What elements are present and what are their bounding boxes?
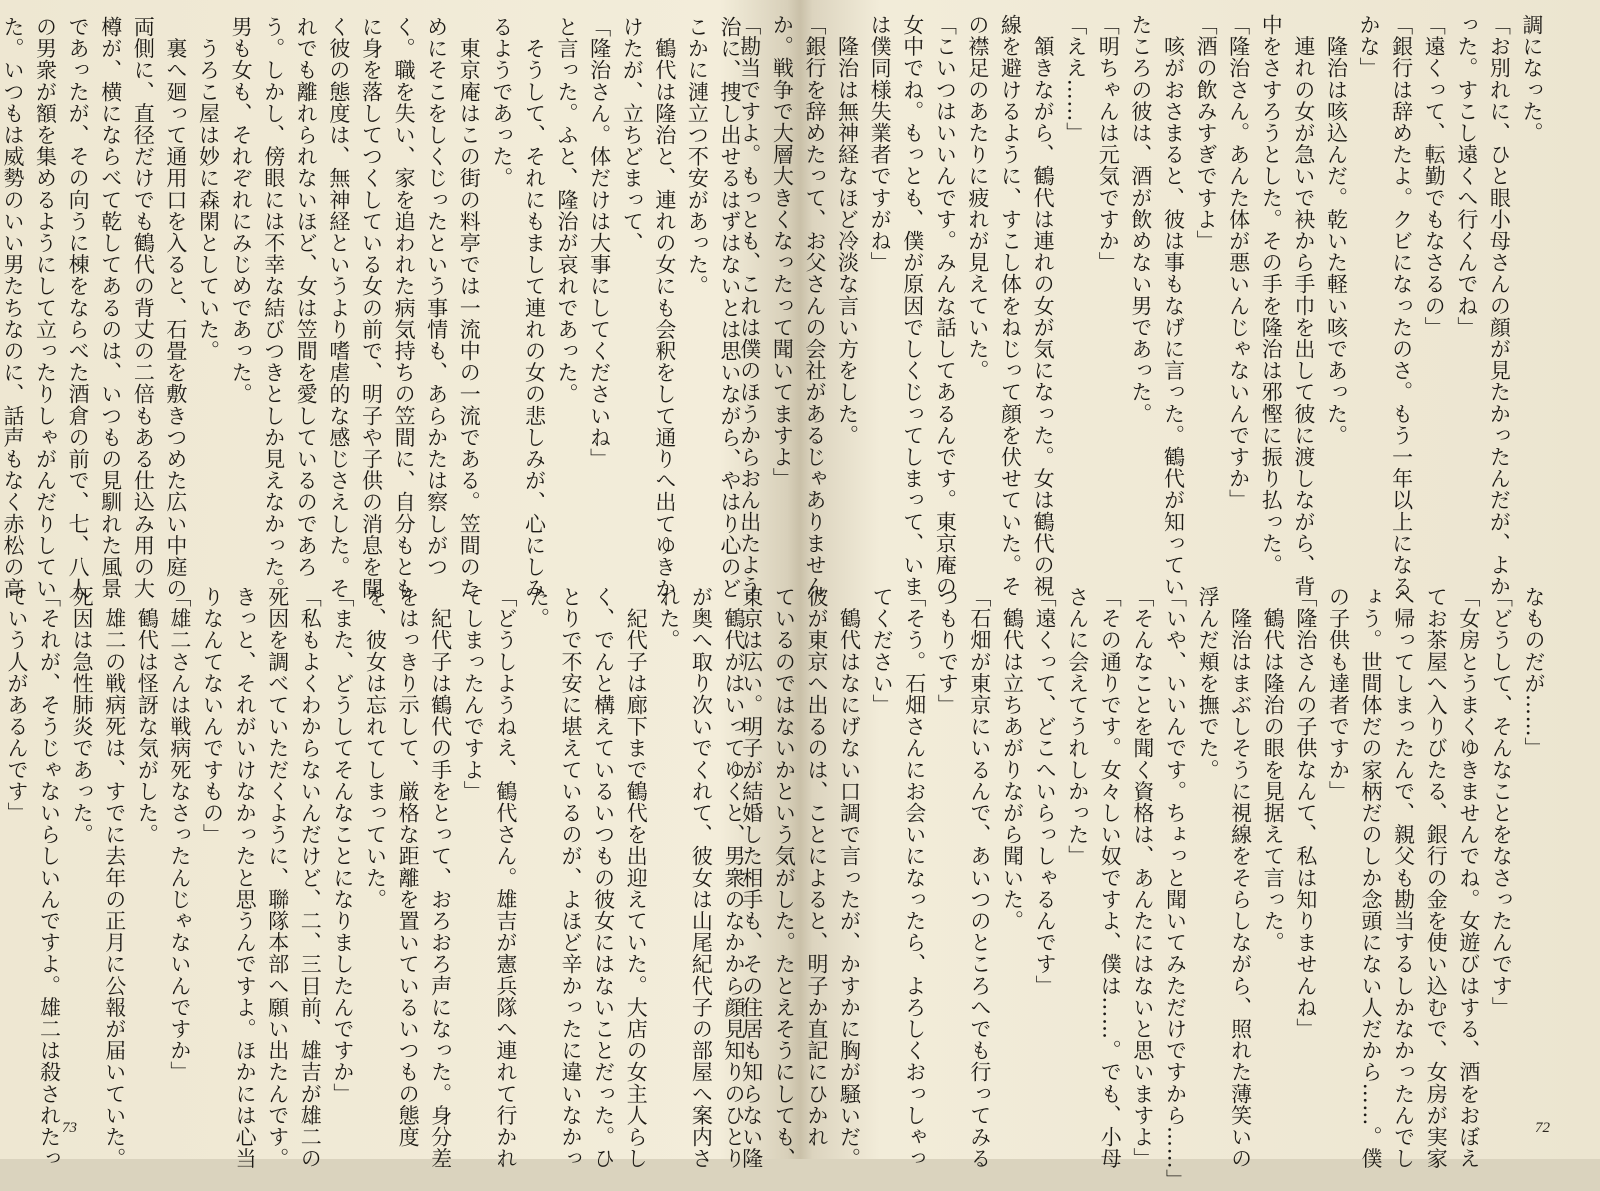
right-page-number: 72: [1535, 1120, 1550, 1136]
right-page: [737, 0, 1600, 1191]
left-page-lower-text: 鶴代がはいってゆくと、男衆のなかから顔見知りのひとり が奥へ取り次いでくれて、彼女は山尾紀代子の部屋へ案内さ れた。 紀代子は廊下まで鶴代を出迎えていた。大店の女主人らし く、でんと構えているいつもの彼女にはないことだった。ひ とりで不安に堪えているのが、よほど辛かったに違いなかっ た。 「どうしようねえ、鶴代さん。雄吉が憲兵隊へ連れて行かれ てしまったんですよ」 紀代子は鶴代の手をとって、おろおろ声になった。身分差 をはっきり示して、厳格な距離を置いているいつもの態度 を、彼女は忘れてしまっていた。 「また、どうしてそんなことになりましたんですか」 「私もよくわからないんだけど、二、三日前、雄吉が雄二の 死因を調べていただくように、聯隊本部へ願い出たんです。 きっと、それがいけなかったと思うんですよ。ほかには心当 りなんてないんですもの」 「雄二さんは戦病死なさったんじゃないんですか」 鶴代は怪訝な気がした。 雄二の戦病死は、すでに去年の正月に公報が届いていた。 死因は急性肺炎であった。 「それが、そうじゃないらしいんですよ。雄二は殺されたっ ていう人があるんです」: [4, 586, 746, 1170]
right-page-lower-text: なものだが……」 「どうして、そんなことをなさったんです」 「女房とうまくゆきませんでね。女遊びはする、酒をおぼえ てお茶屋へ入りびたる、銀行の金を使い込むで、女房が実家 へ帰ってしまったんで、親父も勘当するしかなかったんでし ょう。世間体だの家柄だのしか念頭にない人だから……。僕 の子供も達者ですか」 「隆治さんの子供なんて、私は知りませんね」 鶴代は隆治の眼を見据えて言った。 隆治はまぶしそうに視線をそらしながら、照れた薄笑いの 浮んだ頬を撫でた。 「いや、いいんです。ちょっと聞いてみただけですから……」 「そんなことを聞く資格は、あんたにはないと思いますよ」 「その通りです。女々しい奴ですよ、僕は……。でも、小母 さんに会えてうれしかった」 「遠くって、どこへいらっしゃるんです」 鶴代は立ちあがりながら聞いた。 「石畑が東京にいるんで、あいつのところへでも行ってみる つもりです」 「そう。石畑さんにお会いになったら、よろしくおっしゃっ てください」 鶴代はなにげない口調で言ったが、かすかに胸が騒いだ。 彼が東京へ出るのは、ことによると、明子か直記にひかれ ているのではないかという気がした。たとえそうにしても、 東京は広い。明子が結婚した相手も、その住居も知らない隆: [739, 586, 1546, 1191]
left-page: [0, 0, 800, 1170]
right-page-upper-text: 調になった。 「お別れに、ひと眼小母さんの顔が見たかったんだが、よか った。すこし遠くへ行くんでね」 「遠くって、転勤でもなさるの」 「銀行は辞めたよ。クビになったのさ。もう一年以上になる かな」 隆治は咳込んだ。乾いた軽い咳であった。 連れの女が急いで袂から手巾を出して彼に渡しながら、背 中をさすろうとした。その手を隆治は邪慳に振り払った。 「隆治さん。あんた体が悪いんじゃないんですか」 「酒の飲みすぎですよ」 咳がおさまると、彼は事もなげに言った。鶴代が知ってい たころの彼は、酒が飲めない男であった。 「明ちゃんは元気ですか」 「ええ……」 頷きながら、鶴代は連れの女が気になった。女は鶴代の視 線を避けるように、すこし体をねじって顔を伏せていた。そ の襟足のあたりに疲れが見えていた。 「こいつはいいんです。みんな話してあるんです。東京庵の 女中でね。もっとも、僕が原因でしくじってしまって、いま は僕同様失業者ですがね」 隆治は無神経なほど冷淡な言い方をした。 「銀行を辞めたって、お父さんの会社があるじゃありません か。戦争で大層大きくなったって聞いてますよ」 「勘当ですよ。もっとも、これは僕のほうからおん出たよう: [737, 14, 1544, 598]
left-page-number: 73: [62, 1120, 77, 1136]
left-page-upper-text: 治に、捜し出せるはずはないとは思いながら、やはり心のど こかに漣立つ不安があった。 鶴代は隆治と、連れの女にも会釈をして通りへ出てゆきか けたが、立ちどまって、 「隆治さん。体だけは大事にしてくださいね」 と言った。ふと、隆治が哀れであった。 そうして、それにもまして連れの女の悲しみが、心にしみ るようであった。 東京庵はこの街の料亭では一流中の一流である。笠間のた めにそこをしくじったという事情も、あらかたは察しがつ く。職を失い、家を追われた病気持ちの笠間に、自分もとも に身を落してつくしている女の前で、明子や子供の消息を聞 く彼の態度は、無神経というより嗜虐的な感じさえした。そ れでも離れられないほど、女は笠間を愛しているのであろ う。しかし、傍眼には不幸な結びつきとしか見えなかった。 男も女も、それぞれにみじめであった。 うろこ屋は妙に森閑としていた。 裏へ廻って通用口を入ると、石畳を敷きつめた広い中庭の 両側に、直径だけでも鶴代の背丈の二倍もある仕込み用の大 樽が、横にならべて乾してあるのは、いつもの見馴れた風景 であったが、その向うに棟をならべた酒倉の前で、七、八人 の男衆が額を集めるようにして立ったりしゃがんだりしてい た。いつもは威勢のいい男たちなのに、話声もなく赤松の高: [0, 16, 742, 600]
